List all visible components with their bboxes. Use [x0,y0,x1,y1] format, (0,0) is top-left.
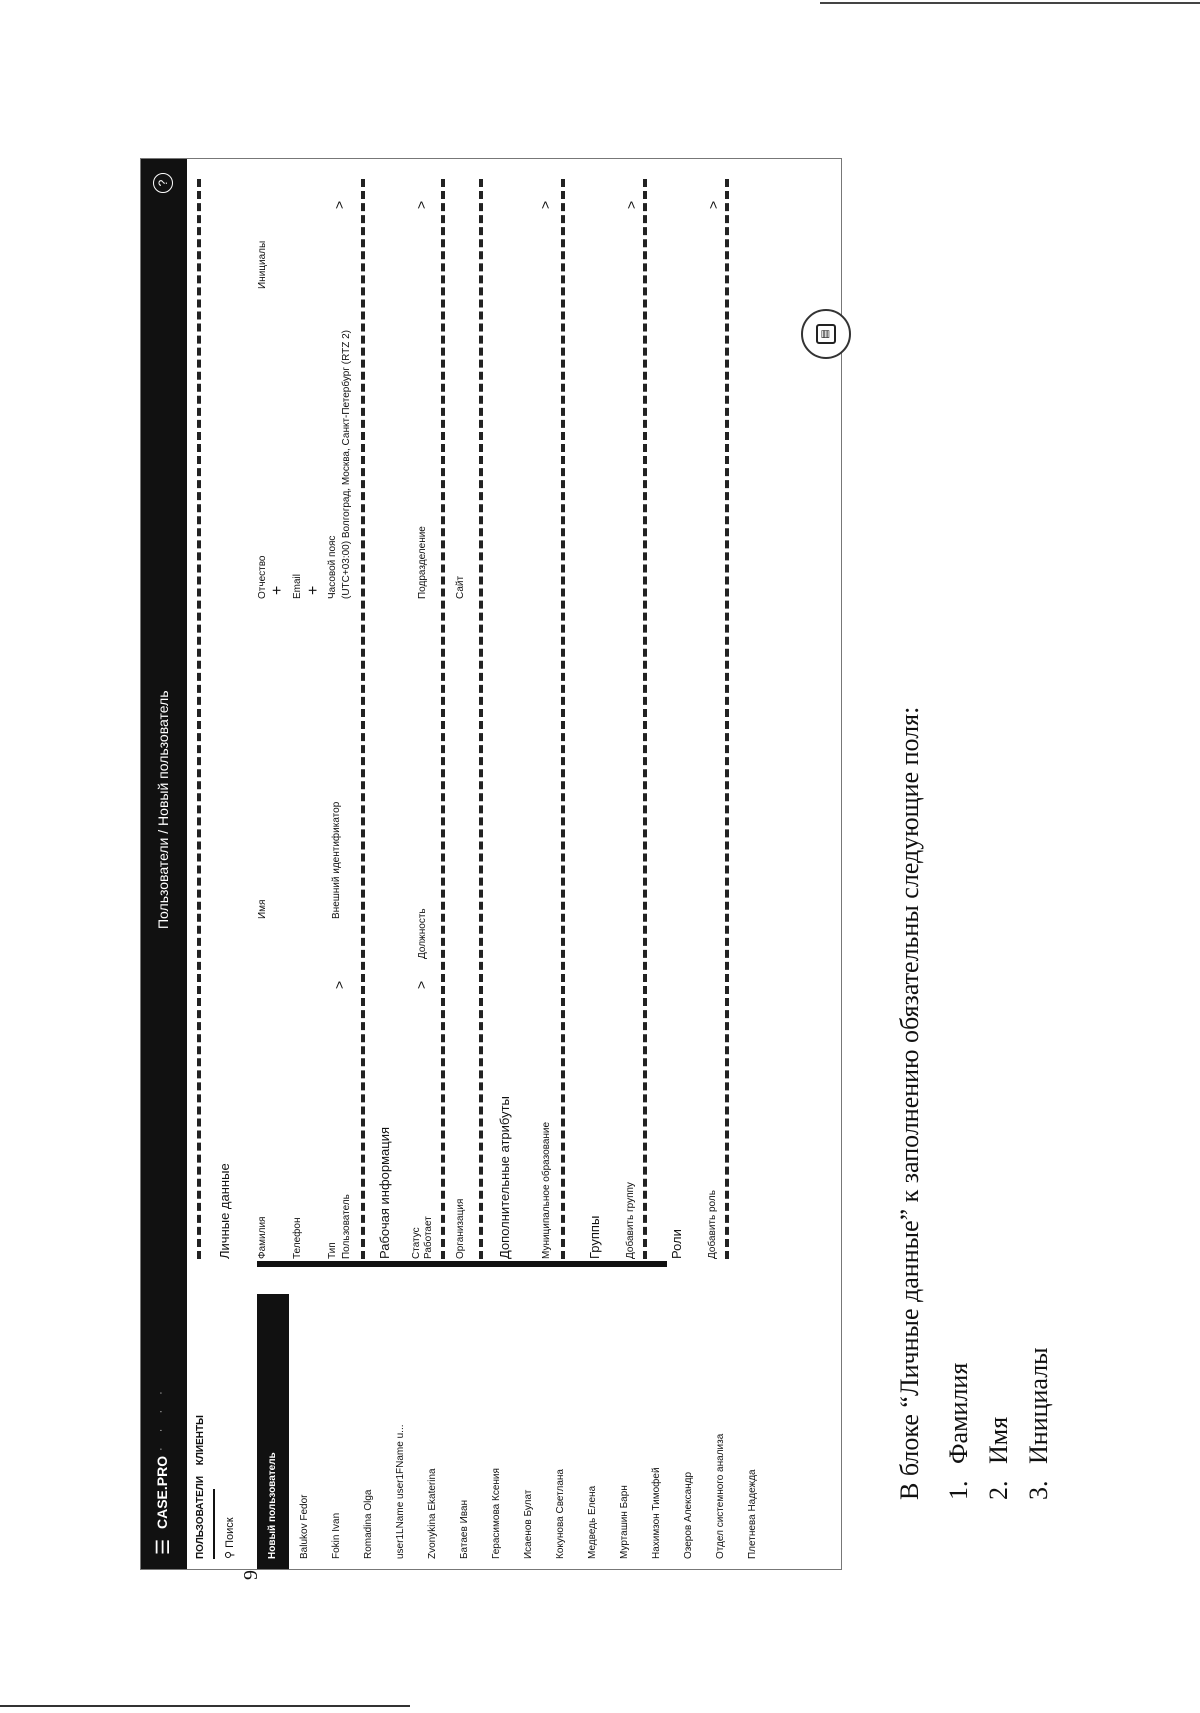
list-item[interactable]: Zvonykina Ekaterina [427,1468,438,1559]
divider [361,179,365,1259]
divider [561,179,565,1259]
list-item[interactable]: Мурташин Барн [619,1485,630,1559]
list-item[interactable]: Fokin Ivan [331,1512,342,1559]
list-item[interactable]: Romadina Olga [363,1489,374,1559]
list-text: Имя [984,1416,1013,1464]
brand-logo: CASE.PRO [154,1455,170,1529]
page-number: 9 [240,1570,262,1580]
list-item[interactable]: Balukov Fedor [299,1494,310,1559]
firstname-label: Имя [257,899,268,919]
user-form [197,179,837,1259]
scan-edge-top [820,2,1200,4]
app-screenshot [140,158,842,1570]
sidebar-tabs [195,1407,206,1559]
add-role-button[interactable]: Добавить роль [707,1190,718,1259]
list-number: 1. [944,1480,973,1500]
tab-users[interactable]: ПОЛЬЗОВАТЕЛИ [195,1475,206,1559]
divider [197,179,201,1259]
status-select[interactable]: Работает [423,1216,434,1259]
site-label: Сайт [455,575,466,599]
section-work: Рабочая информация [377,1126,392,1259]
list-item[interactable]: Кокунова Светлана [555,1469,566,1559]
search-icon: ⚲ [224,1550,236,1559]
user-list [257,1294,769,1569]
menu-icon[interactable]: ☰ [153,1538,173,1555]
timezone-label: Часовой пояс [327,535,338,599]
divider [725,179,729,1259]
section-roles: Роли [669,1229,684,1259]
divider [643,179,647,1259]
list-item[interactable]: Исаенов Булат [523,1489,534,1559]
list-number: 2. [984,1480,1013,1500]
chevron-down-icon[interactable]: > [623,200,639,209]
list-item [1019,500,1059,1500]
form-scrollbar[interactable] [257,1261,667,1267]
email-label: Email [292,573,303,599]
divider [479,179,483,1259]
caption-block [895,500,1059,1500]
timezone-select[interactable]: (UTC+03:00) Волгоград, Москва, Санкт-Петербург (RTZ 2) [341,329,352,599]
required-fields-list [939,500,1059,1500]
position-label: Должность [417,908,428,959]
list-item[interactable]: Герасимова Ксения [491,1468,502,1559]
tab-clients[interactable]: КЛИЕНТЫ [195,1415,206,1466]
lastname-label: Фамилия [257,1216,268,1259]
chevron-down-icon[interactable]: > [413,200,429,209]
list-number: 3. [1024,1480,1053,1500]
section-personal: Личные данные [217,1163,232,1259]
breadcrumb: Пользователи / Новый пользователь [155,690,171,929]
external-id-label: Внешний идентификатор [331,801,342,919]
save-icon: ▤ [816,324,836,344]
list-item[interactable]: Отдел системного анализа [715,1433,726,1559]
list-item[interactable]: Плетнева Надежда [747,1469,758,1559]
toolbar-dots: · · · · [155,1385,167,1451]
list-text: Инициалы [1024,1347,1053,1464]
caption-title: В блоке “Личные данные” к заполнению обязательны следующие поля: [895,706,924,1500]
list-item[interactable]: user1LName user1FName u... [395,1424,406,1559]
list-item [939,500,979,1500]
phone-label: Телефон [292,1217,303,1259]
municipality-label: Муниципальное образование [541,1121,552,1259]
chevron-down-icon[interactable]: > [537,200,553,209]
list-item[interactable]: Нахимзон Тимофей [651,1467,662,1559]
sidebar [187,1294,841,1569]
top-bar [141,159,187,1569]
divider [441,179,445,1259]
middlename-label: Отчество [257,555,268,599]
list-item[interactable]: Батаев Иван [459,1499,470,1559]
list-text: Фамилия [944,1362,973,1464]
list-item [979,500,1019,1500]
list-item[interactable]: Медведь Елена [587,1485,598,1559]
initials-label: Инициалы [257,240,268,289]
section-extra: Дополнительные атрибуты [497,1096,512,1259]
list-item[interactable]: Новый пользователь [257,1294,289,1569]
department-label: Подразделение [417,526,428,599]
chevron-down-icon[interactable]: > [413,980,429,989]
add-group-button[interactable]: Добавить группу [625,1182,636,1259]
chevron-down-icon[interactable]: > [331,980,347,989]
scan-edge-bottom [0,1705,410,1707]
add-icon[interactable]: + [269,585,286,595]
search-placeholder: Поиск [224,1517,236,1548]
active-tab-indicator [213,1489,215,1559]
help-icon[interactable]: ? [153,173,173,193]
search-input[interactable] [223,1517,236,1559]
type-select[interactable]: Пользователь [341,1194,352,1259]
add-icon[interactable]: + [305,585,322,595]
organization-label: Организация [455,1198,466,1259]
chevron-down-icon[interactable]: > [705,200,721,209]
type-label: Тип [327,1242,338,1259]
status-label: Статус [411,1227,422,1259]
list-item[interactable]: Озеров Александр [683,1471,694,1559]
section-groups: Группы [587,1215,602,1259]
save-button[interactable] [801,309,851,359]
chevron-down-icon[interactable]: > [331,200,347,209]
